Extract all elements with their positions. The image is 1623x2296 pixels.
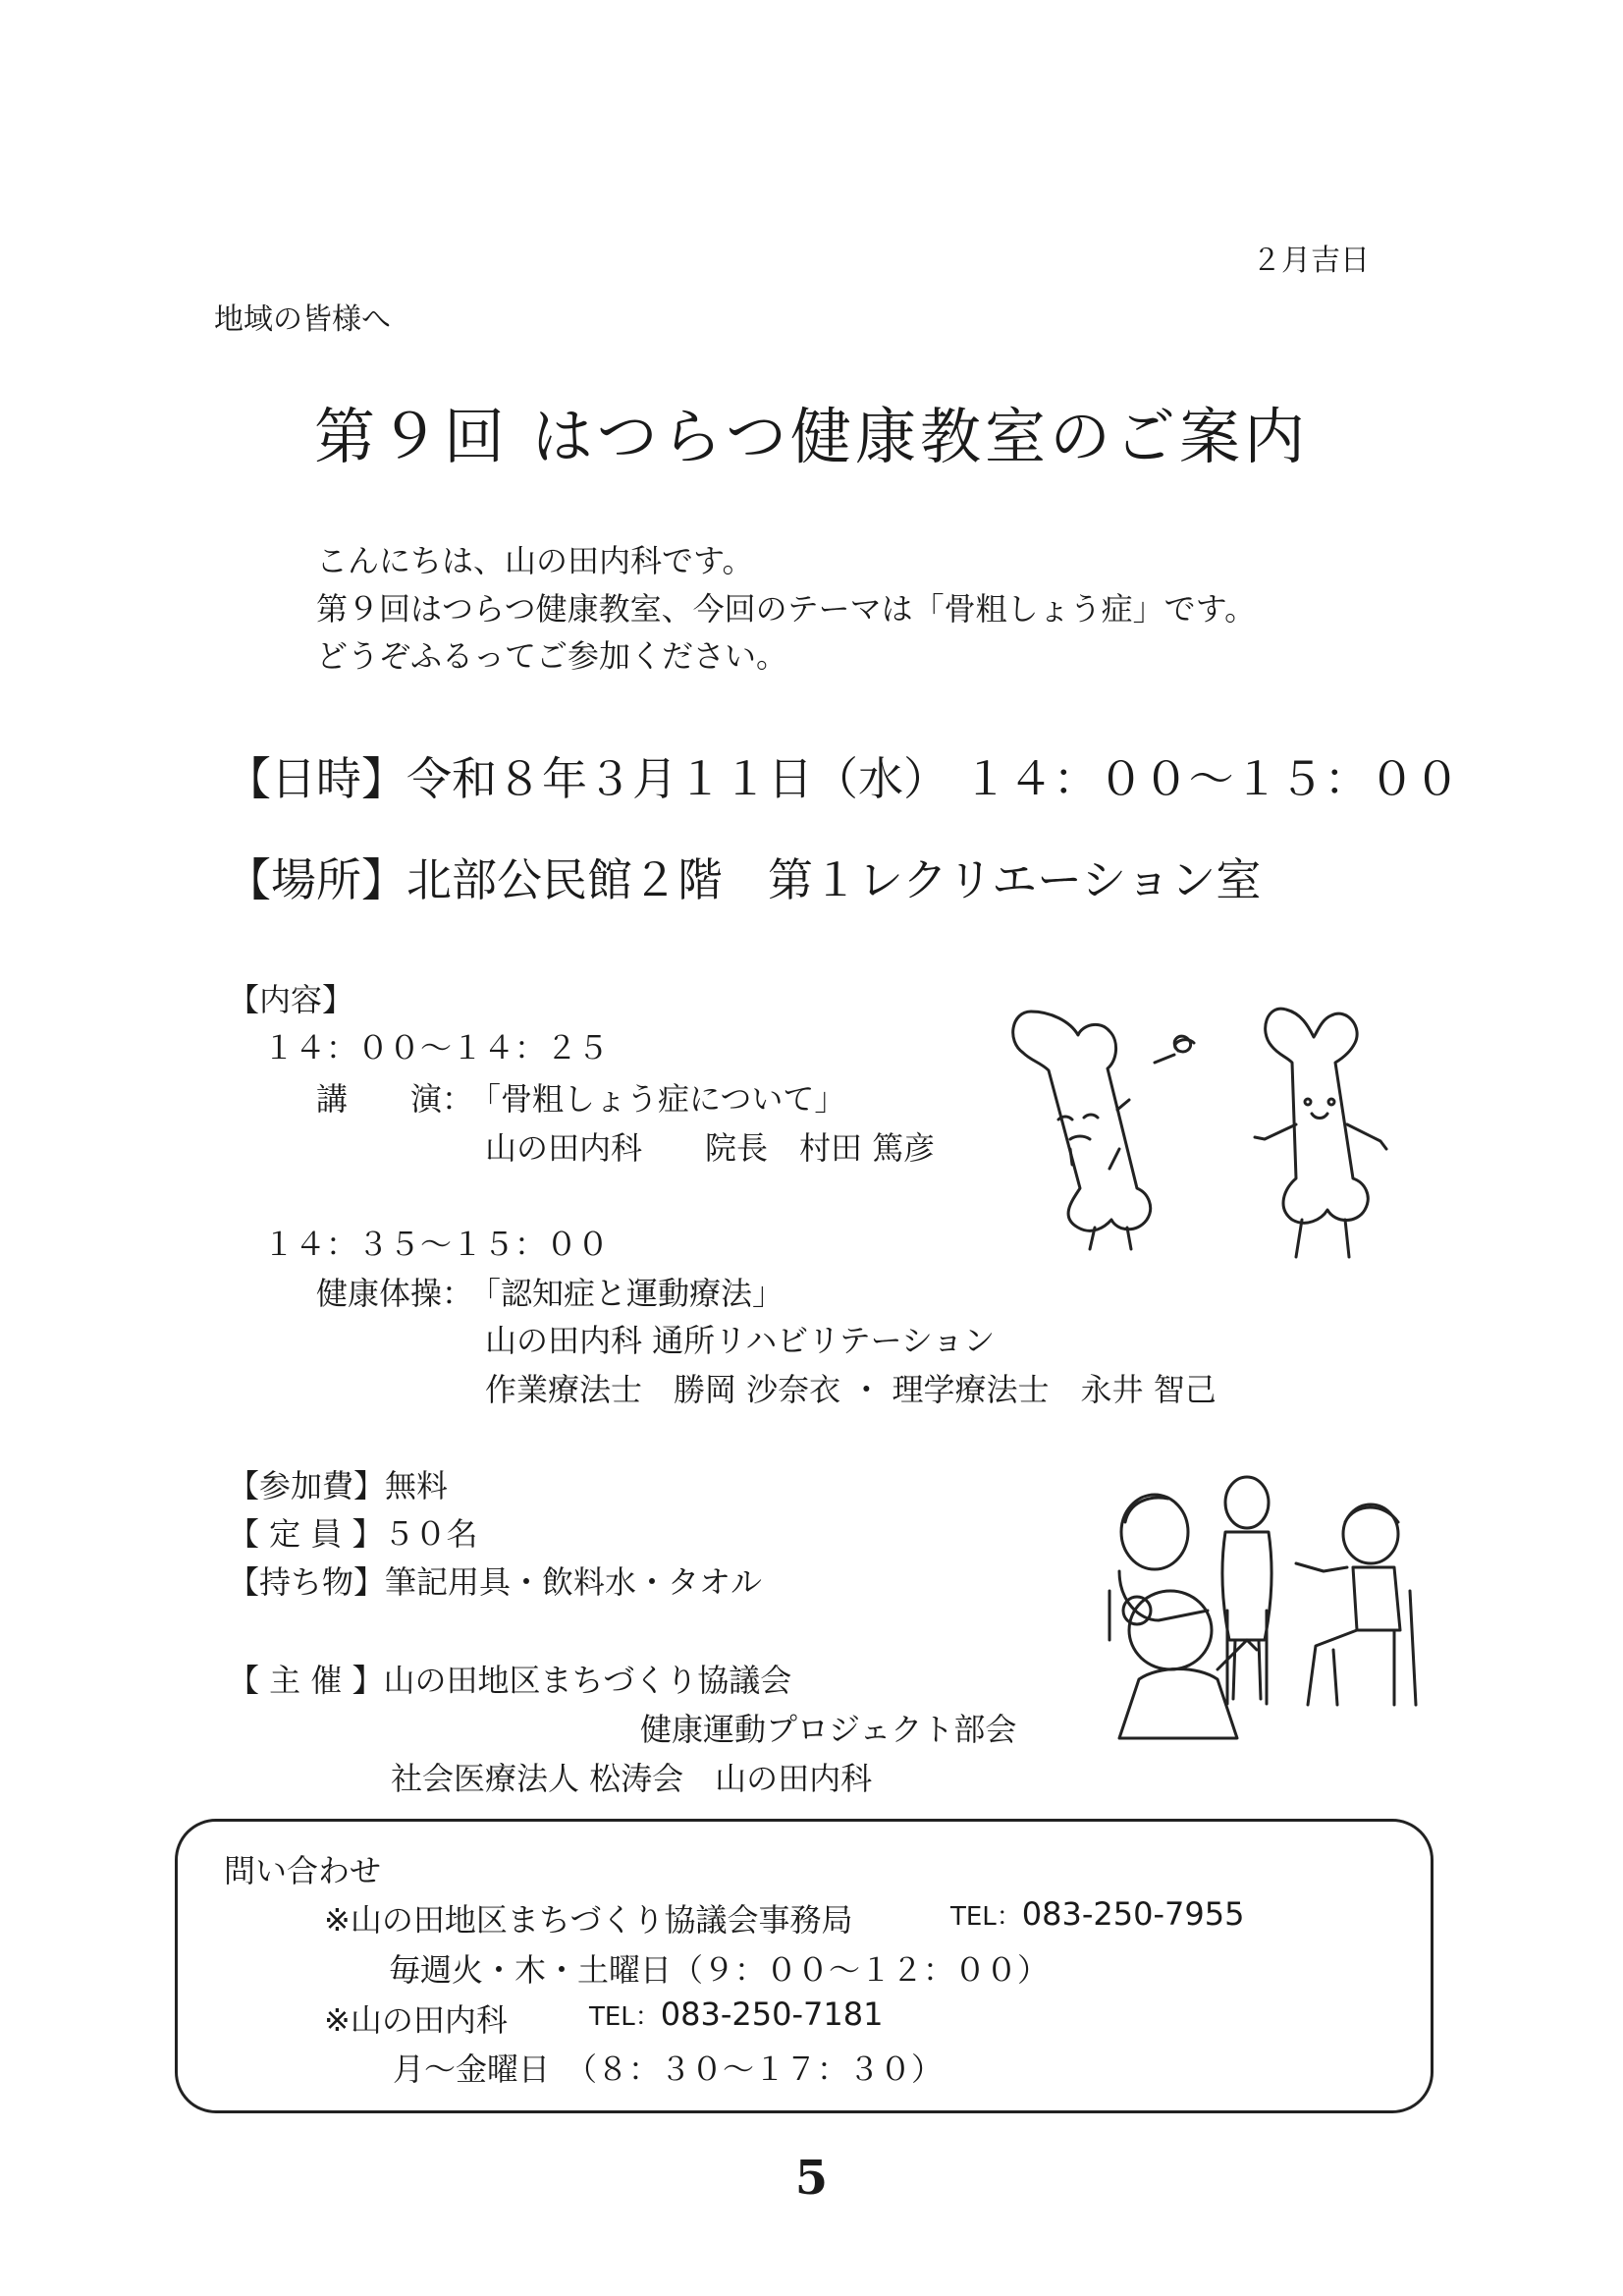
capacity-row — [228, 1509, 478, 1555]
organizer-label: 【 主 催 】 — [228, 1662, 384, 1699]
page-number: 5 — [794, 2151, 829, 2206]
datetime-label: 【日時】 — [226, 752, 406, 805]
document-date: ２月吉日 — [1252, 244, 1370, 278]
session2-org: 山の田内科 通所リハビリテーション — [485, 1322, 996, 1359]
organizer-line-2: 健康運動プロジェクト部会 — [640, 1711, 1017, 1748]
session1-time: １４：００〜１４：２５ — [263, 1029, 610, 1066]
contact1-tel-row — [950, 1895, 1244, 1933]
datetime-row — [226, 743, 1460, 808]
contact2-tel-row — [589, 1995, 883, 2033]
place-row — [226, 845, 1261, 909]
addressee: 地域の皆様へ — [214, 302, 391, 337]
contact2-tel-label: TEL： — [589, 2002, 661, 2032]
contact2-name: ※山の田内科 — [324, 2001, 508, 2039]
session1-speaker: 山の田内科 院長 村田 篤彦 — [485, 1129, 936, 1167]
contact1-name: ※山の田地区まちづくり協議会事務局 — [324, 1901, 853, 1939]
session2-time: １４：３５〜１５：００ — [263, 1226, 610, 1263]
items-row — [228, 1558, 762, 1603]
contact2-tel: 083-250-7181 — [660, 1995, 884, 2033]
items-value: 筆記用具・飲料水・タオル — [385, 1563, 763, 1601]
organizer-line-3: 社会医療法人 松涛会 山の田内科 — [391, 1760, 873, 1797]
contact1-tel: 083-250-7955 — [1021, 1895, 1245, 1933]
inquiry-heading: 問い合わせ — [224, 1852, 382, 1889]
datetime-value: 令和８年３月１１日（水） １４：００〜１５：００ — [406, 752, 1460, 805]
bone-characters-illustration — [1001, 992, 1414, 1277]
session1-type: 講 演： — [316, 1080, 474, 1118]
greeting-line-2: 第９回はつらつ健康教室、今回のテーマは「骨粗しょう症」です。 — [316, 590, 1257, 628]
session1-title: 「骨粗しょう症について」 — [469, 1080, 846, 1118]
contact2-hours: 月〜金曜日 （８：３０〜１７：３０） — [393, 2050, 944, 2088]
capacity-label: 【 定 員 】 — [228, 1515, 384, 1553]
fee-row — [228, 1461, 448, 1506]
place-label: 【場所】 — [226, 853, 406, 906]
greeting-line-1: こんにちは、山の田内科です。 — [316, 542, 754, 579]
session2-type: 健康体操： — [316, 1275, 474, 1312]
place-value: 北部公民館２階 第１レクリエーション室 — [406, 853, 1262, 906]
session2-speakers: 作業療法士 勝岡 沙奈衣 ・ 理学療法士 永井 智己 — [485, 1371, 1217, 1408]
greeting-line-3: どうぞふるってご参加ください。 — [316, 637, 788, 675]
organizer-row — [228, 1656, 791, 1701]
exercise-class-illustration — [1100, 1473, 1434, 1758]
content-label: 【内容】 — [228, 981, 354, 1018]
fee-label: 【参加費】 — [228, 1467, 386, 1504]
fee-value: 無料 — [385, 1467, 449, 1504]
contact1-hours: 毎週火・木・土曜日（９：００〜１２：００） — [389, 1951, 1050, 1989]
session2-title: 「認知症と運動療法」 — [469, 1275, 784, 1312]
items-label: 【持ち物】 — [228, 1563, 386, 1601]
contact1-tel-label: TEL： — [950, 1902, 1022, 1932]
capacity-value: ５０名 — [383, 1515, 478, 1553]
page-title: 第９回 はつらつ健康教室のご案内 — [313, 401, 1310, 472]
organizer-line-1: 山の田地区まちづくり協議会 — [383, 1662, 792, 1699]
